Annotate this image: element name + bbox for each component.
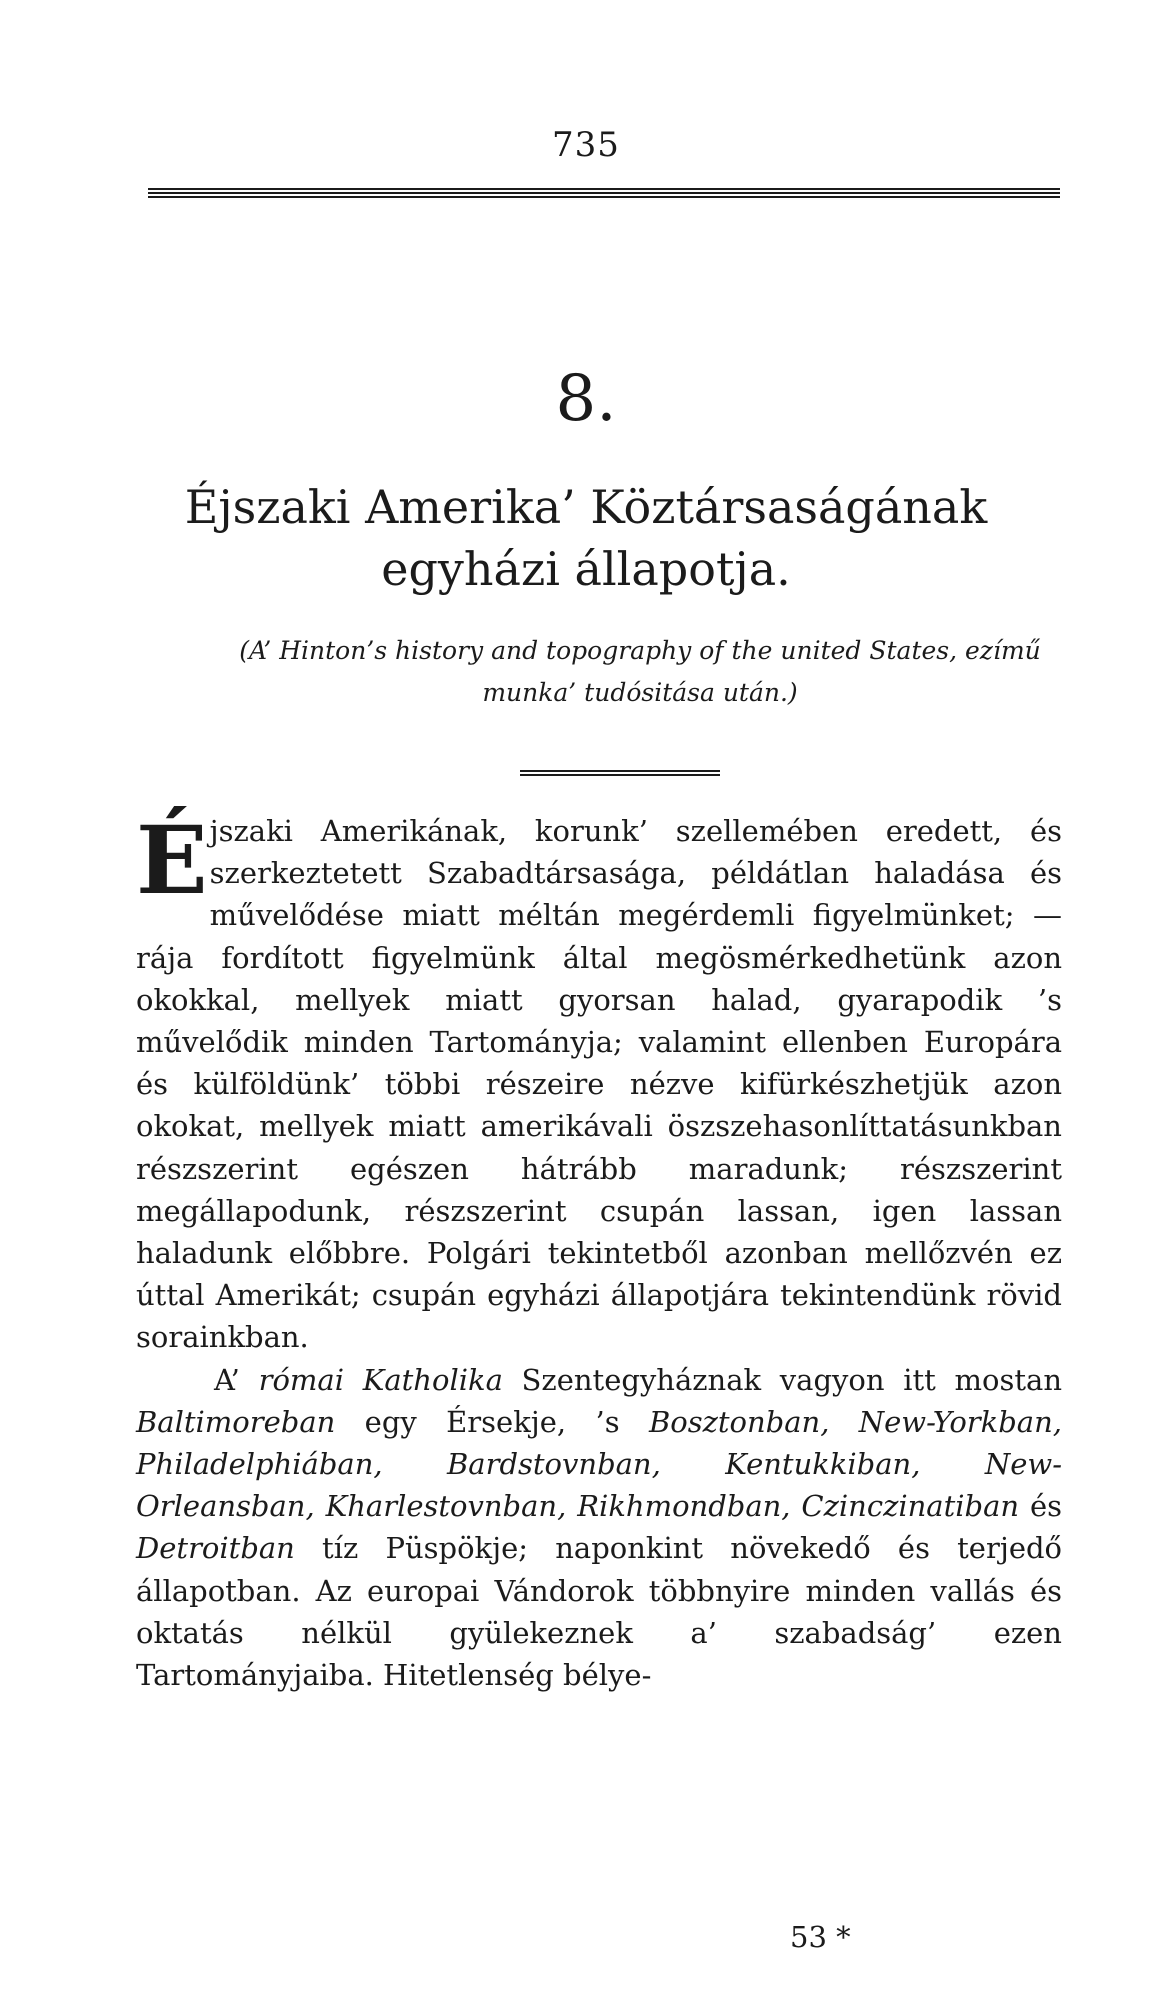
emphasis: Detroitban bbox=[136, 1531, 295, 1566]
source-note: (A’ Hinton’s history and topography of the united States, ezímű munka’ tudósitása után.) bbox=[239, 636, 1041, 707]
chapter-title bbox=[0, 476, 1172, 600]
chapter-title-line-2: egyházi állapotja. bbox=[381, 542, 791, 596]
signature-mark: 53 * bbox=[790, 1920, 851, 1954]
emphasis: római Katholika bbox=[258, 1362, 503, 1397]
chapter-title-line-1: Éjszaki Amerika’ Köztársaságának bbox=[184, 480, 988, 534]
paragraph-2-text: és bbox=[1019, 1489, 1063, 1524]
drop-cap: É bbox=[136, 806, 208, 916]
paragraph-2-text: A’ bbox=[214, 1362, 259, 1397]
section-number: 8. bbox=[555, 362, 617, 436]
paragraph-2 bbox=[136, 1359, 1062, 1697]
paragraph-2-text: Szentegyháznak vagyon itt mostan bbox=[502, 1362, 1062, 1397]
paragraph-2-text: egy Érsekje, ’s bbox=[335, 1404, 649, 1439]
paragraph-1 bbox=[136, 806, 1062, 1359]
header-rule bbox=[148, 188, 1060, 198]
body-text bbox=[136, 806, 1063, 1696]
paragraph-1-text: jszaki Amerikának, korunk’ szellemében eredett, és szerkeztetett Szabadtársasága, példátlan haladása és művelődése miatt méltán megérdemli figyelmünket; — rája fordított figyelmünk által megösmérkedhetünk azon okokkal, mellyek miatt gyorsan halad, gyarapodik ’s művelődik minden Tartományja; valamint ellenben Europára és külföldünk’ többi részeire nézve kifürkészhetjük azon okokat, mellyek miatt amerikávali öszszehasonlíttatásunkban részszerint egészen hátrább maradunk; részszerint megállapodunk, részszerint csupán lassan, igen lassan haladunk előbbre. Polgári tekintetből azonban mellőzvén ez úttal Amerikát; csupán egyházi állapotjára tekintendünk rövid sorainkban. bbox=[136, 814, 1062, 1355]
emphasis: Bosztonban, New-Yorkban, Philadelphiában, Bardstovnban, Kentukkiban, New-Orleansban, Kharlestovnban, Rikhmondban, Czinczinatiban bbox=[136, 1404, 1062, 1524]
separator-rule bbox=[520, 770, 720, 776]
paragraph-2-text: tíz Püspökje; naponkint növekedő és terjedő állapotban. Az europai Vándorok többnyire minden vallás és oktatás nélkül gyülekeznek a’ szabadság’ ezen Tartományjaiba. Hitetlenség bélye- bbox=[136, 1531, 1062, 1693]
page-number: 735 bbox=[552, 125, 620, 165]
emphasis: Baltimoreban bbox=[136, 1404, 336, 1439]
